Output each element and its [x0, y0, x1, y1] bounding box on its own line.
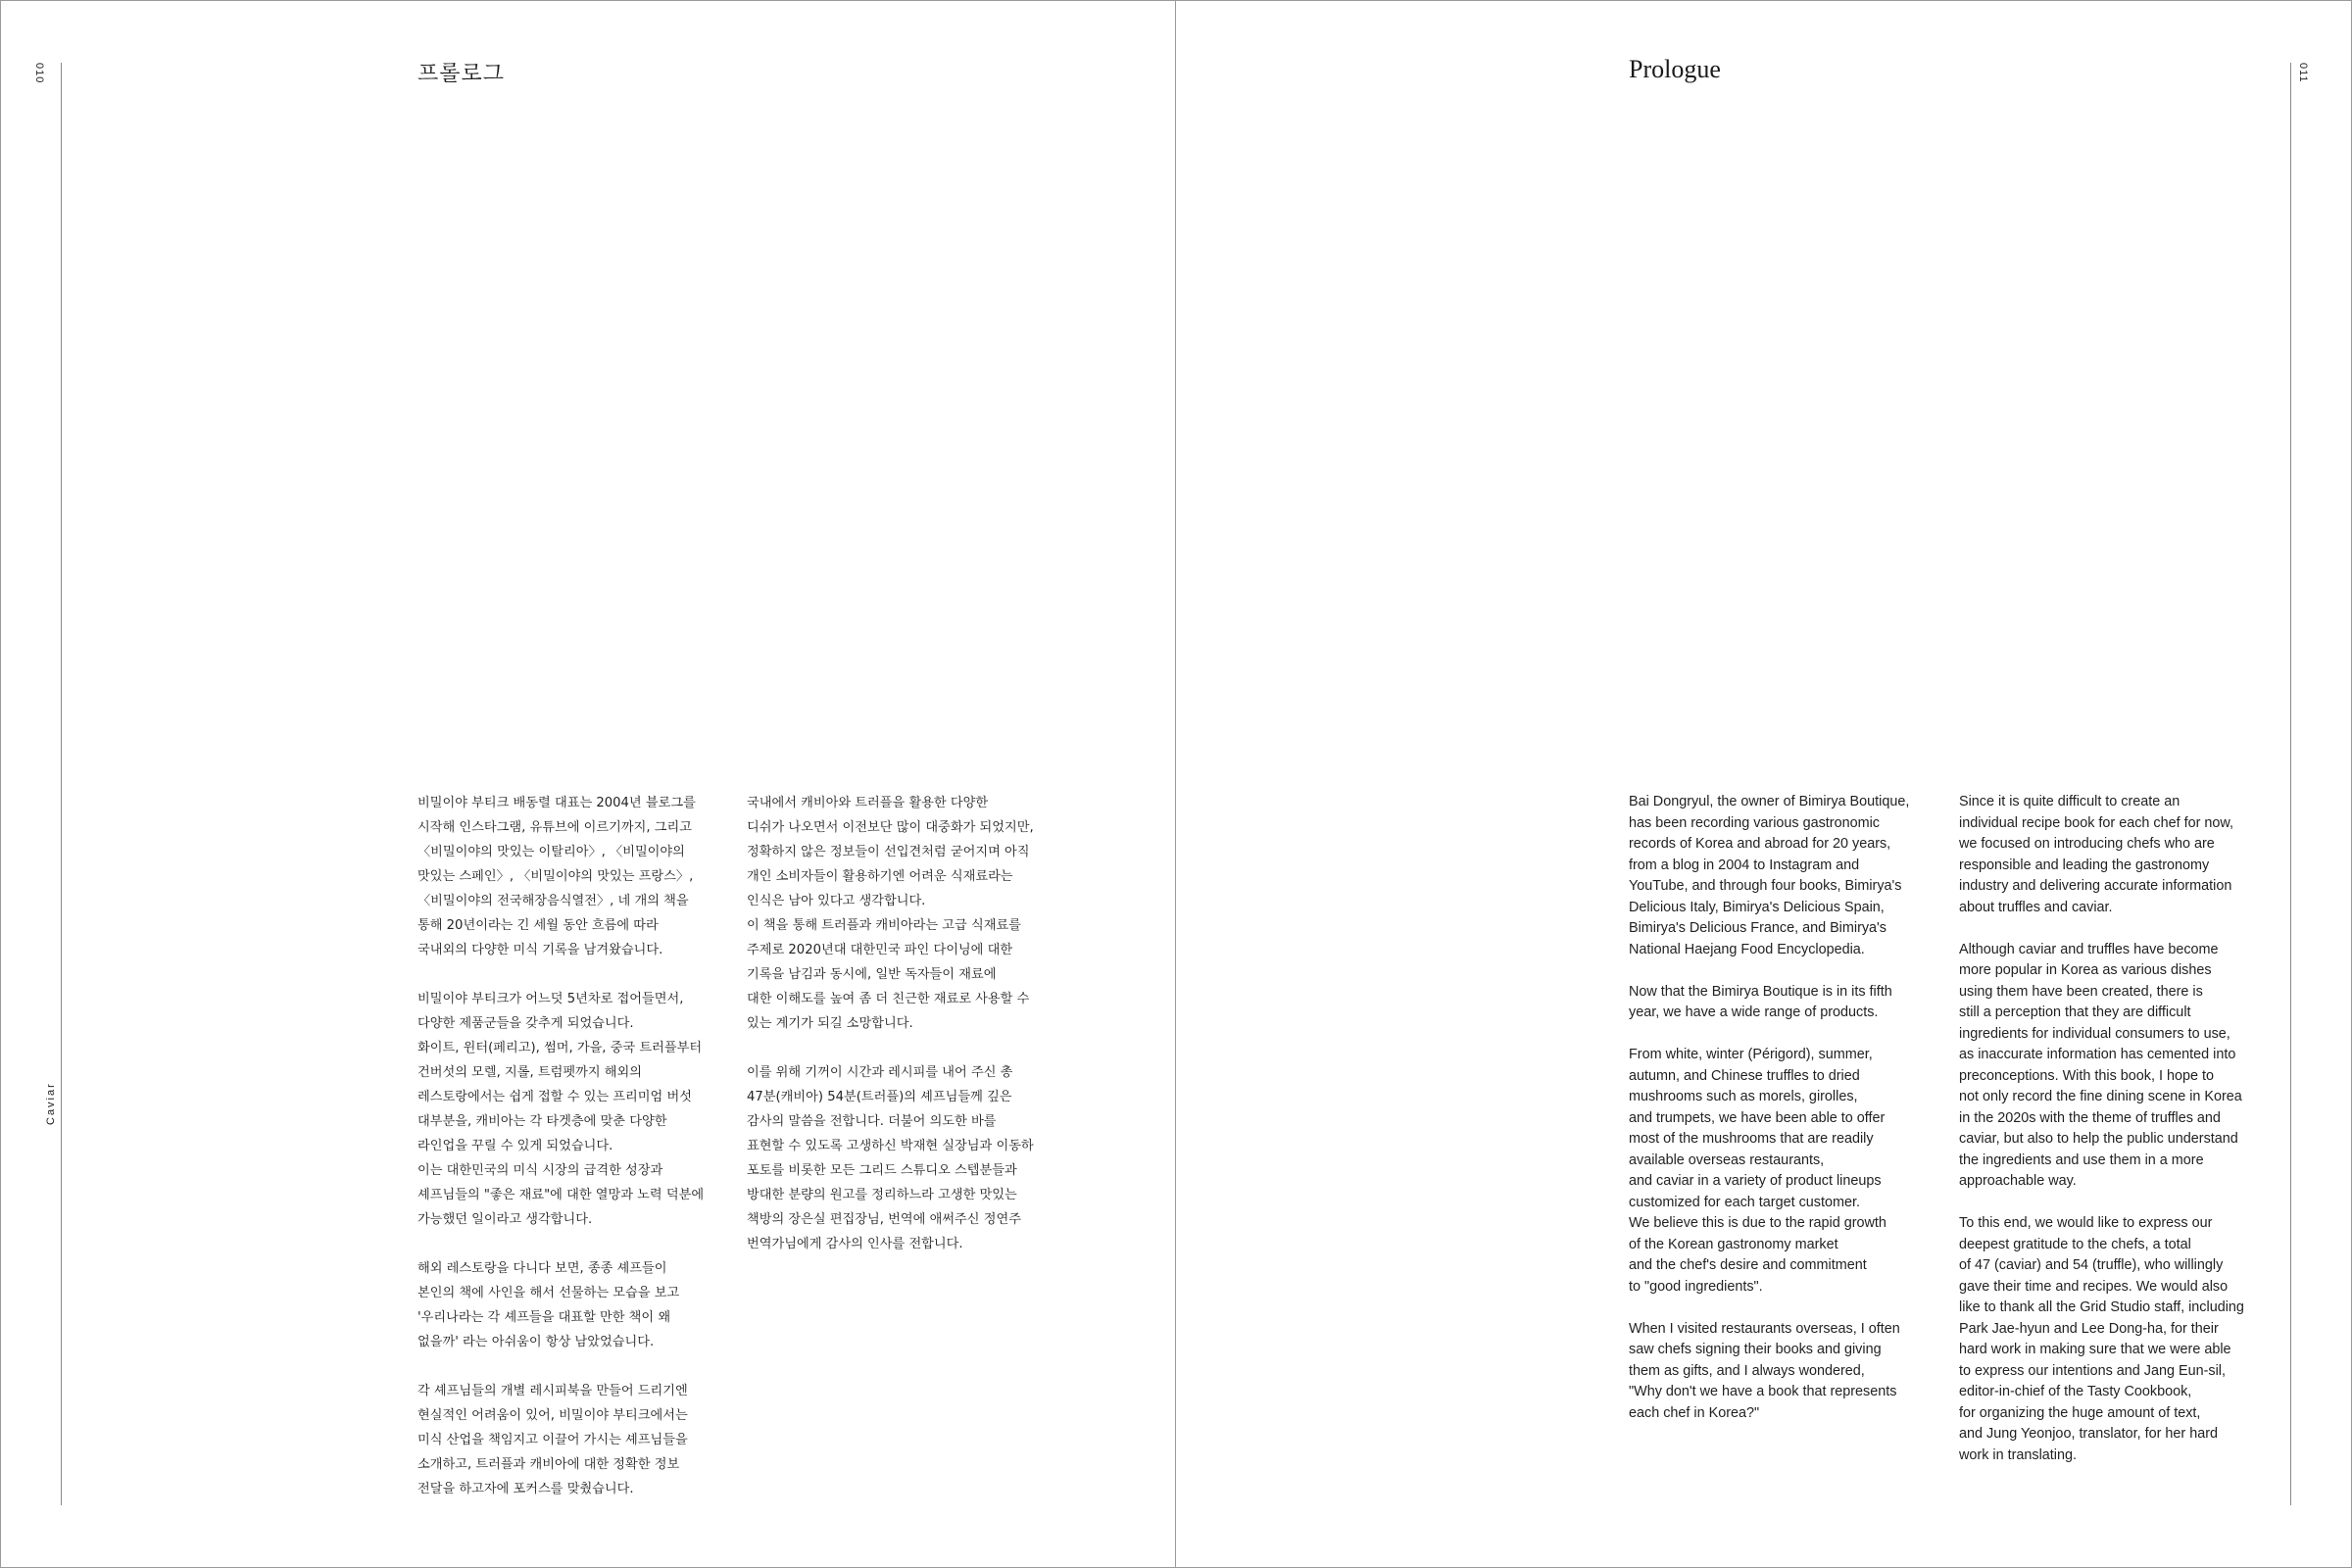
section-label: Caviar: [45, 1082, 57, 1125]
english-text-column-2: Since it is quite difficult to create an individual recipe book for each chef for now, we focused on introducing chefs who are responsible and leading the gastronomy industry and delivering accurate information about truffles and caviar. Although caviar and truffles have become more popular in Korea as various dishes using them have been created, there is still a perception that they are difficult ingredients for individual consumers to use, as inaccurate information has cemented into preconceptions. With this book, I hope to not only record the fine dining scene in Korea in the 2020s with the theme of truffles and caviar, but also to help the public understand the ingredients and use them in a more approachable way. To this end, we would like to express our deepest gratitude to the chefs, a total of 47 (caviar) and 54 (truffle), who willingly gave their time and recipes. We would also like to thank all the Grid Studio staff, including Park Jae-hyun and Lee Dong-ha, for their hard work in making sure that we were able to express our intentions and Jang Eun-sil, editor-in-chief of the Tasty Cookbook, for organizing the huge amount of text, and Jung Yeonjoo, translator, for her hard work in translating.: [1959, 794, 2244, 1463]
page-title-english: Prologue: [1629, 55, 1721, 83]
korean-text-column-2: 국내에서 캐비아와 트러플을 활용한 다양한 디쉬가 나오면서 이전보단 많이 대중화가 되었지만, 정확하지 않은 정보들이 선입견처럼 굳어지며 아직 개인 소비자들이 활용하기엔 어려운 식재료라는 인식은 남아 있다고 생각합니다. 이 책을 통해 트러플과 캐비아라는 고급 식재료를 주제로 2020년대 대한민국 파인 다이닝에 대한 기록을 남김과 동시에, 일반 독자들이 재료에 대한 이해도를 높여 좀 더 친근한 재료로 사용할 수 있는 계기가 되길 소망합니다. 이를 위해 기꺼이 시간과 레시피를 내어 주신 총 47분(캐비아) 54분(트러플)의 셰프님들께 깊은 감사의 말씀을 전합니다. 더불어 의도한 바를 표현할 수 있도록 고생하신 박재현 실장님과 이동하 포토를 비롯한 모든 그리드 스튜디오 스텝분들과 방대한 분량의 원고를 정리하느라 고생한 맛있는 책방의 장은실 편집장님, 번역에 애써주신 정연주 번역가님에게 감사의 인사를 전합니다.: [747, 796, 1034, 1251]
right-page-number: 011: [2297, 63, 2309, 83]
right-margin-rule: [2290, 63, 2291, 1505]
korean-text-column-1: 비밀이야 부티크 배동렬 대표는 2004년 블로그를 시작해 인스타그램, 유튜브에 이르기까지, 그리고 〈비밀이야의 맛있는 이탈리아〉, 〈비밀이야의 맛있는 스페인〉, 〈비밀이야의 맛있는 프랑스〉, 〈비밀이야의 전국해장음식열전〉, 네 개의 책을 통해 20년이라는 긴 세월 동안 흐름에 따라 국내외의 다양한 미식 기록을 남겨왔습니다. 비밀이야 부티크가 어느덧 5년차로 접어들면서, 다양한 제품군들을 갖추게 되었습니다. 화이트, 윈터(페리고), 썸머, 가을, 중국 트러플부터 건버섯의 모렐, 지롤, 트럼펫까지 해외의 레스토랑에서는 쉽게 접할 수 있는 프리미엄 버섯 대부분을, 캐비아는 각 타겟층에 맞춘 다양한 라인업을 꾸릴 수 있게 되었습니다. 이는 대한민국의 미식 시장의 급격한 성장과 셰프님들의 "좋은 재료"에 대한 열망과 노력 덕분에 가능했던 일이라고 생각합니다. 해외 레스토랑을 다니다 보면, 종종 셰프들이 본인의 책에 사인을 해서 선물하는 모습을 보고 '우리나라는 각 셰프들을 대표할 만한 책이 왜 없을까' 라는 아쉬움이 항상 남았었습니다. 각 셰프님들의 개별 레시피북을 만들어 드리기엔 현실적인 어려움이 있어, 비밀이야 부티크에서는 미식 산업을 책임지고 이끌어 가시는 셰프님들을 소개하고, 트러플과 캐비아에 대한 정확한 정보 전달을 하고자에 포커스를 맞췄습니다.: [417, 796, 705, 1496]
page-title-korean: 프롤로그: [417, 62, 506, 86]
left-page-number: 010: [33, 63, 45, 84]
left-margin-rule: [61, 63, 62, 1505]
center-gutter: [1175, 0, 1176, 1568]
english-text-column-1: Bai Dongryul, the owner of Bimirya Boutique, has been recording various gastronomic records of Korea and abroad for 20 years, from a blog in 2004 to Instagram and YouTube, and through four books, Bimirya's Delicious Italy, Bimirya's Delicious Spain, Bimirya's Delicious France, and Bimirya's National Haejang Food Encyclopedia. Now that the Bimirya Boutique is in its fifth year, we have a wide range of products. From white, winter (Périgord), summer, autumn, and Chinese truffles to dried mushrooms such as morels, girolles, and trumpets, we have been able to offer most of the mushrooms that are readily available overseas restaurants, and caviar in a variety of product lineups customized for each target customer. We believe this is due to the rapid growth of the Korean gastronomy market and the chef's desire and commitment to "good ingredients". When I visited restaurants overseas, I often saw chefs signing their books and giving them as gifts, and I always wondered, "Why don't we have a book that represents each chef in Korea?": [1629, 794, 1910, 1421]
